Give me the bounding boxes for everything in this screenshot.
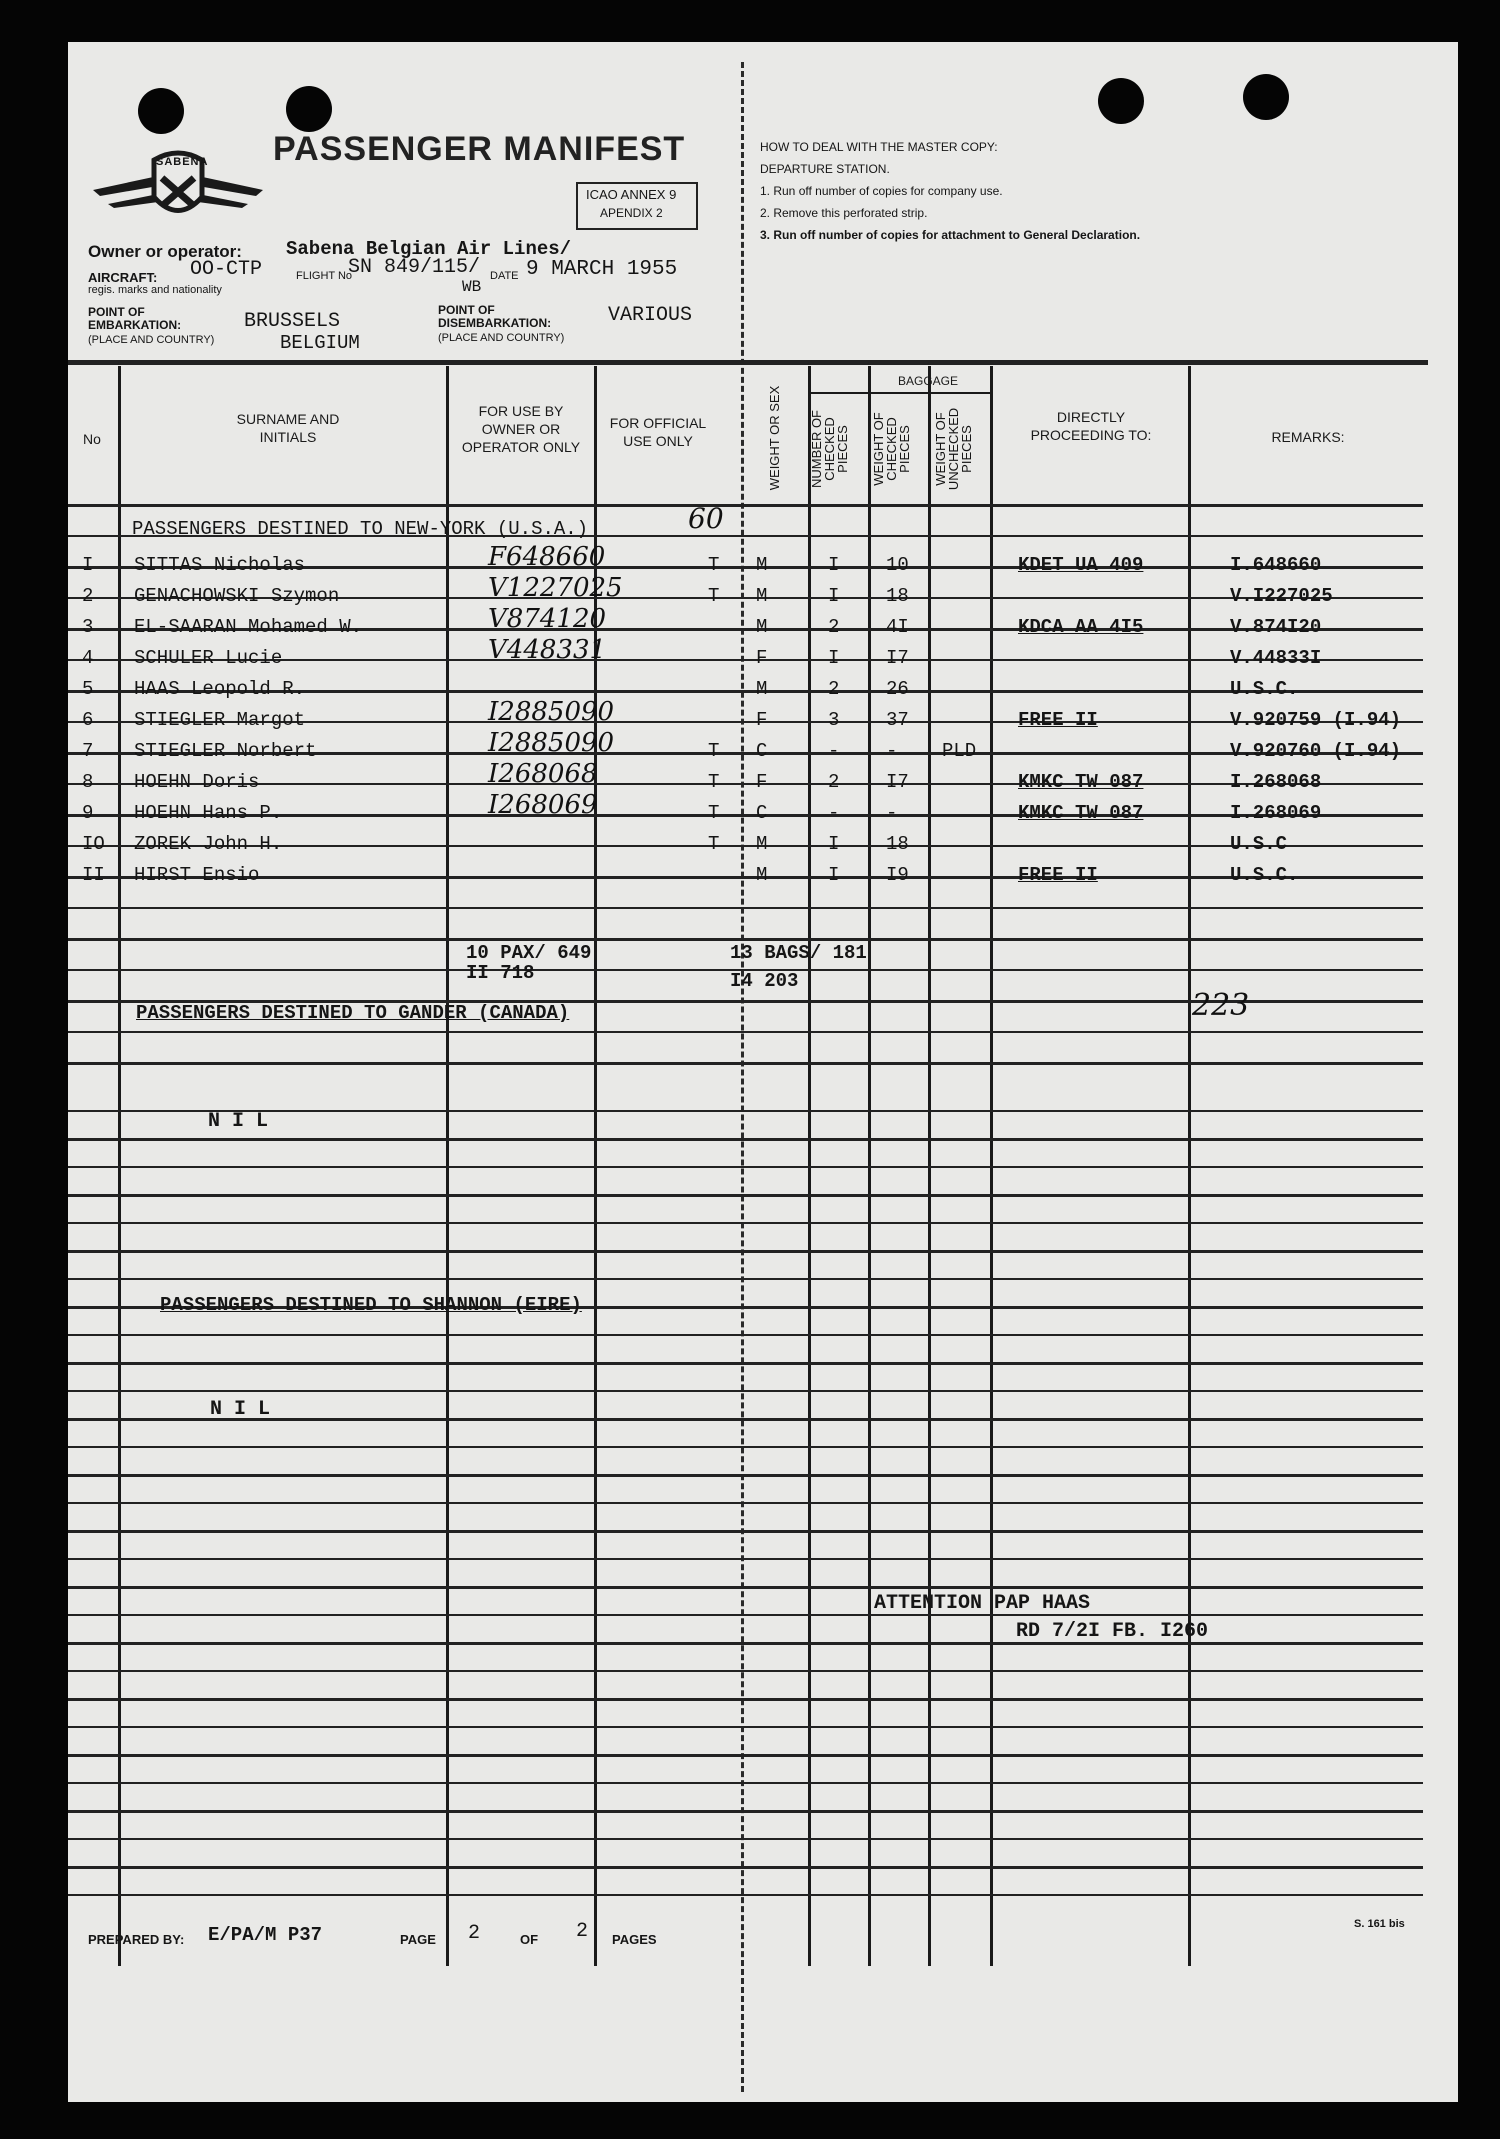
total-pax-line1: 10 PAX/ 649 [466, 942, 592, 964]
pax-proceeding: KDET UA 409 [1018, 554, 1144, 576]
pax-official-mark: T [708, 554, 720, 576]
ruled-line [68, 1031, 1423, 1033]
pax-checked-pieces: I [828, 585, 840, 607]
ruled-line [68, 1642, 1423, 1645]
pax-sex: M [756, 585, 768, 607]
total-bags-line2: I4 203 [730, 970, 799, 992]
ruled-line [68, 504, 1423, 507]
pax-passport-handwritten: I268069 [488, 790, 598, 820]
col-header-official-use: FOR OFFICIAL USE ONLY [609, 415, 707, 449]
punch-hole [286, 86, 332, 132]
ruled-line [68, 1446, 1423, 1448]
ruled-line [68, 1138, 1423, 1141]
pax-number: IO [82, 833, 105, 855]
col-header-no: No [83, 431, 101, 447]
attention-line2: RD 7/2I FB. I260 [1016, 1620, 1209, 1643]
pax-number: 5 [82, 678, 94, 700]
passenger-row [68, 604, 1448, 644]
pax-sex: C [756, 740, 768, 762]
page-total: 2 [576, 1920, 589, 1943]
passenger-row [68, 676, 1448, 706]
col-header-proceeding: DIRECTLY PROCEEDING TO: [1030, 409, 1152, 443]
pax-remarks: U.S.C. [1230, 678, 1299, 700]
passenger-row [68, 759, 1448, 799]
pax-remarks: V.874I20 [1230, 616, 1322, 638]
pax-remarks: V.920759 (I.94) [1230, 709, 1402, 731]
pax-checked-weight: 37 [886, 709, 909, 731]
of-label: OF [520, 1932, 539, 1947]
perforation-line [741, 62, 744, 2092]
ruled-line [68, 1362, 1423, 1365]
pax-passport-handwritten: I2885090 [488, 697, 615, 727]
pax-checked-pieces: I [828, 833, 840, 855]
pax-number: I [82, 554, 94, 576]
instruction-item: 3. Run off number of copies for attachment to General Declaration. [760, 228, 1141, 242]
pax-name: HAAS Leopold R. [134, 678, 306, 700]
pax-remarks: U.S.C [1230, 833, 1288, 855]
pax-official-mark: T [708, 771, 720, 793]
pax-remarks: I.268069 [1230, 802, 1322, 824]
pax-sex: M [756, 616, 768, 638]
pax-sex: F [756, 709, 768, 731]
col-header-checked-weight: WEIGHT OF CHECKED PIECES [871, 412, 912, 486]
pax-checked-pieces: 2 [828, 771, 840, 793]
pax-official-mark: T [708, 740, 720, 762]
pax-sex: F [756, 647, 768, 669]
page-label: PAGE [400, 1932, 436, 1947]
pages-label: PAGES [612, 1932, 657, 1947]
ruled-line [68, 1278, 1423, 1280]
ruled-line [68, 1558, 1423, 1560]
pax-passport-handwritten: V448331 [488, 635, 607, 665]
pax-number: 6 [82, 709, 94, 731]
shannon-nil: N I L [210, 1398, 271, 1421]
passenger-row [68, 831, 1448, 861]
icao-box [576, 182, 698, 230]
passenger-row [68, 573, 1448, 613]
total-pax-line2: II 718 [466, 962, 535, 984]
ruled-line [68, 1698, 1423, 1701]
ruled-line [68, 1222, 1423, 1224]
ruled-line [68, 1502, 1423, 1504]
pax-remarks: I.268068 [1230, 771, 1322, 793]
ruled-line [68, 1782, 1423, 1784]
ruled-line [68, 1838, 1423, 1840]
instruction-item: 2. Remove this perforated strip. [760, 206, 928, 220]
pax-passport-handwritten: V874120 [488, 604, 607, 634]
col-header-baggage: BAGGAGE [897, 374, 959, 388]
passenger-row [68, 728, 1448, 768]
pax-name: STIEGLER Norbert [134, 740, 317, 762]
col-header-unchecked-weight: WEIGHT OF UNCHECKED PIECES [933, 407, 974, 491]
ruled-line [68, 1166, 1423, 1168]
total-bags-line1: 13 BAGS/ 181 [730, 942, 867, 964]
flight-label: FLIGHT No [296, 270, 353, 282]
pax-number: 7 [82, 740, 94, 762]
ruled-line [68, 1670, 1423, 1672]
pax-unchecked-weight: PLD [942, 740, 977, 762]
pax-proceeding: KMKC TW 087 [1018, 771, 1144, 793]
ruled-line [68, 907, 1423, 909]
ruled-line [68, 1194, 1423, 1197]
owner-label: Owner or operator: [88, 242, 242, 261]
ruled-line [68, 1810, 1423, 1813]
pax-official-mark: T [708, 585, 720, 607]
punch-hole [1243, 74, 1289, 120]
ruled-line [68, 1586, 1423, 1589]
prepared-by-label: PREPARED BY: [88, 1932, 185, 1947]
pax-checked-weight: - [886, 802, 898, 824]
disembark-sublabel: (PLACE AND COUNTRY) [438, 332, 565, 344]
pax-passport-handwritten: I2885090 [488, 728, 615, 758]
pax-checked-pieces: I [828, 554, 840, 576]
page-number: 2 [468, 1922, 481, 1945]
pax-name: HIRST Ensio [134, 864, 260, 886]
pax-number: 2 [82, 585, 94, 607]
pax-sex: F [756, 771, 768, 793]
punch-hole [138, 88, 184, 134]
icao-annex: ICAO ANNEX 9 [586, 187, 677, 202]
passenger-row [68, 862, 1448, 892]
passenger-row [68, 790, 1448, 830]
pax-sex: M [756, 678, 768, 700]
ruled-line [68, 938, 1423, 941]
pax-number: 4 [82, 647, 94, 669]
date-label: DATE [490, 270, 519, 282]
sabena-logo [88, 142, 268, 232]
aircraft-value: OO-CTP [190, 258, 263, 281]
instructions-subtitle: DEPARTURE STATION. [760, 162, 890, 176]
pax-remarks: V.I227025 [1230, 585, 1333, 607]
pax-checked-weight: 18 [886, 585, 909, 607]
ruled-line [68, 1390, 1423, 1392]
pax-passport-handwritten: V1227025 [488, 573, 623, 603]
col-header-owner-use: FOR USE BY OWNER OR OPERATOR ONLY [461, 403, 581, 455]
flight-value: SN 849/115/ [348, 256, 481, 279]
gander-nil: N I L [208, 1110, 269, 1133]
pax-name: SITTAS Nicholas [134, 554, 306, 576]
pax-name: ZOREK John H. [134, 833, 283, 855]
aircraft-sublabel: regis. marks and nationality [88, 284, 222, 296]
ruled-line [68, 1866, 1423, 1869]
remarks-total: 223 [1192, 988, 1250, 1023]
pax-proceeding: FREE II [1018, 709, 1098, 731]
passenger-row [68, 697, 1448, 737]
flight-suffix: WB [462, 278, 482, 296]
pax-checked-pieces: 3 [828, 709, 840, 731]
ruled-line [68, 1894, 1423, 1896]
pax-checked-pieces: 2 [828, 616, 840, 638]
pax-passport-handwritten: I268068 [488, 759, 598, 789]
table-top-rule [68, 360, 1428, 365]
pax-proceeding: FREE II [1018, 864, 1098, 886]
pax-checked-pieces: I [828, 647, 840, 669]
pax-checked-weight: I9 [886, 864, 909, 886]
date-value: 9 MARCH 1955 [526, 258, 678, 281]
ruled-line [68, 1754, 1423, 1757]
embark-sublabel: (PLACE AND COUNTRY) [88, 334, 215, 346]
col-header-surname: SURNAME AND INITIALS [236, 411, 340, 445]
section-title-new-york: PASSENGERS DESTINED TO NEW-YORK (U.S.A.) [132, 518, 589, 540]
pax-proceeding: KDCA AA 4I5 [1018, 616, 1144, 638]
pax-checked-pieces: - [828, 802, 840, 824]
col-header-remarks: REMARKS: [1271, 429, 1345, 445]
logo-text: SABENA [156, 156, 209, 168]
manifest-sheet [68, 42, 1458, 2102]
pax-name: EL-SAARAN Mohamed W. [134, 616, 363, 638]
disembark-value: VARIOUS [608, 304, 693, 327]
ruled-line [68, 1530, 1423, 1533]
pax-proceeding: KMKC TW 087 [1018, 802, 1144, 824]
ruled-line [68, 1614, 1423, 1616]
embark-city: BRUSSELS [244, 310, 341, 333]
pax-number: 9 [82, 802, 94, 824]
pax-remarks: U.S.C. [1230, 864, 1299, 886]
pax-number: II [82, 864, 105, 886]
pax-checked-weight: 18 [886, 833, 909, 855]
pax-checked-weight: 26 [886, 678, 909, 700]
aircraft-label: AIRCRAFT: [88, 270, 158, 285]
pax-name: STIEGLER Margot [134, 709, 306, 731]
instruction-item: 1. Run off number of copies for company use. [760, 184, 1003, 198]
passenger-row [68, 542, 1448, 582]
pax-sex: C [756, 802, 768, 824]
ruled-line [68, 1250, 1423, 1253]
pax-checked-weight: 10 [886, 554, 909, 576]
pax-official-mark: T [708, 833, 720, 855]
pax-checked-pieces: 2 [828, 678, 840, 700]
pax-number: 8 [82, 771, 94, 793]
punch-hole [1098, 78, 1144, 124]
col-header-weight-sex: WEIGHT OR SEX [767, 385, 782, 491]
form-code: S. 161 bis [1354, 1918, 1405, 1930]
pax-checked-pieces: - [828, 740, 840, 762]
pax-checked-weight: I7 [886, 771, 909, 793]
pax-sex: M [756, 833, 768, 855]
pax-remarks: V.920760 (I.94) [1230, 740, 1402, 762]
embark-country: BELGIUM [280, 332, 360, 354]
pax-remarks: V.44833I [1230, 647, 1322, 669]
pax-checked-weight: - [886, 740, 898, 762]
embark-label: POINT OF EMBARKATION: [88, 305, 182, 332]
section-title-shannon: PASSENGERS DESTINED TO SHANNON (EIRE) [160, 1294, 582, 1316]
pax-sex: M [756, 864, 768, 886]
pax-checked-pieces: I [828, 864, 840, 886]
pax-checked-weight: 4I [886, 616, 909, 638]
ruled-line [68, 1110, 1423, 1112]
ruled-line [68, 1418, 1423, 1421]
pax-sex: M [756, 554, 768, 576]
ruled-line [68, 1474, 1423, 1477]
section-handwritten-note: 60 [688, 502, 724, 535]
pax-checked-weight: I7 [886, 647, 909, 669]
pax-number: 3 [82, 616, 94, 638]
icao-appendix: APENDIX 2 [600, 206, 663, 220]
pax-name: GENACHOWSKI Szymon [134, 585, 340, 607]
pax-name: SCHULER Lucie [134, 647, 283, 669]
pax-passport-handwritten: F648660 [488, 542, 606, 572]
instructions-title: HOW TO DEAL WITH THE MASTER COPY: [760, 140, 998, 154]
section-title-gander: PASSENGERS DESTINED TO GANDER (CANADA) [136, 1002, 570, 1024]
pax-name: HOEHN Doris [134, 771, 260, 793]
owner-value: Sabena Belgian Air Lines/ [286, 238, 572, 260]
page-title: PASSENGER MANIFEST [273, 130, 686, 168]
pax-name: HOEHN Hans P. [134, 802, 283, 824]
prepared-by-value: E/PA/M P37 [208, 1924, 323, 1946]
col-header-checked-pieces: NUMBER OF CHECKED PIECES [809, 410, 850, 488]
passenger-row [68, 635, 1448, 675]
ruled-line [68, 1334, 1423, 1336]
pax-official-mark: T [708, 802, 720, 824]
ruled-line [68, 1062, 1423, 1065]
disembark-label: POINT OF DISEMBARKATION: [438, 303, 552, 330]
ruled-line [68, 1726, 1423, 1728]
pax-remarks: I.648660 [1230, 554, 1322, 576]
attention-line1: ATTENTION PAP HAAS [874, 1592, 1091, 1615]
